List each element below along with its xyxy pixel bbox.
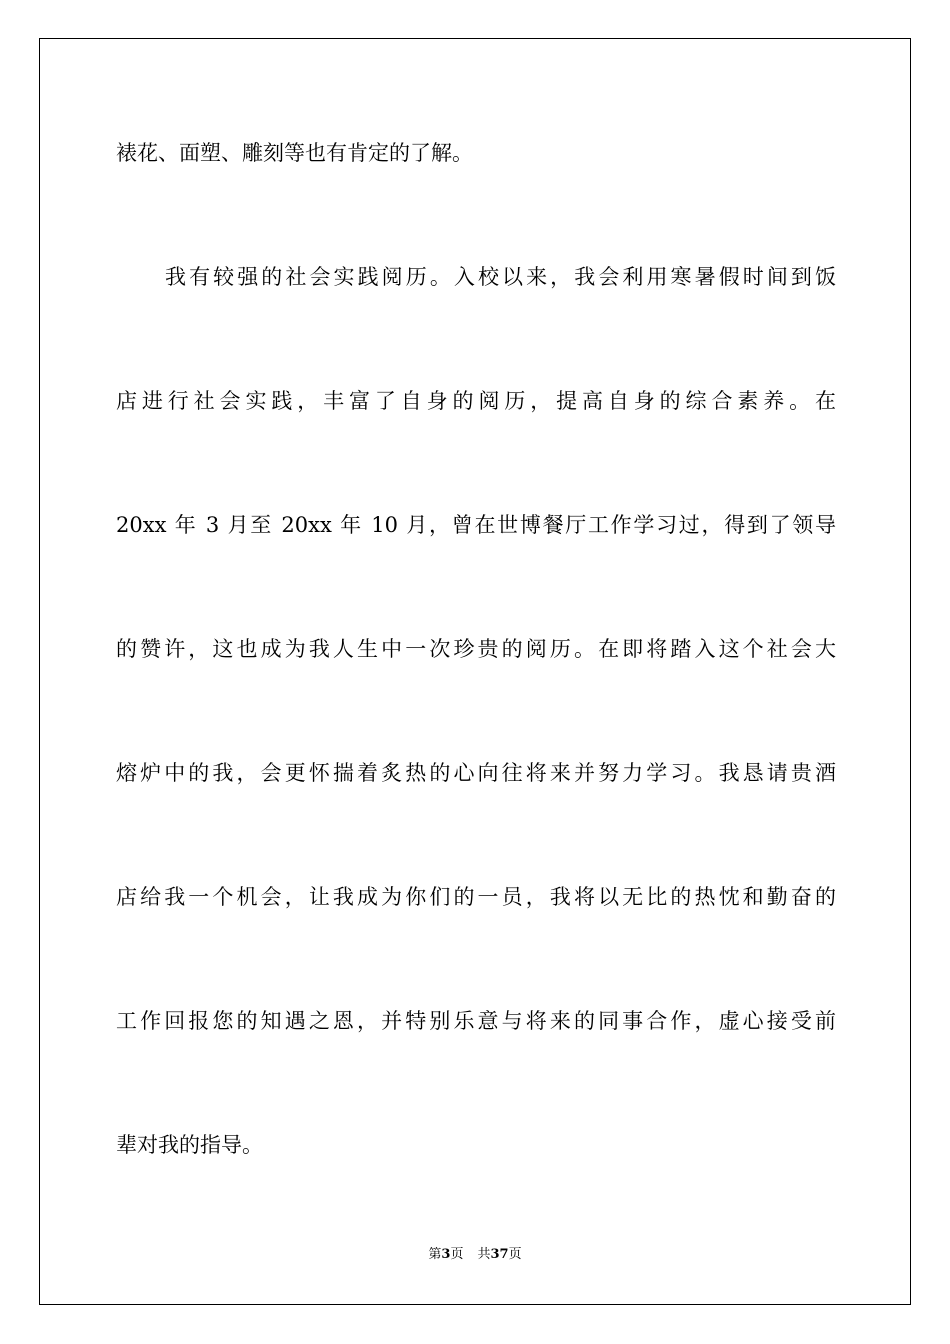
page-border — [39, 38, 911, 1305]
text-line-7: 店给我一个机会，让我成为你们的一员，我将以无比的热忱和勤奋的 — [116, 885, 836, 909]
text-line-6: 熔炉中的我，会更怀揣着炙热的心向往将来并努力学习。我恳请贵酒 — [116, 761, 836, 785]
text-line-2: 我有较强的社会实践阅历。入校以来，我会利用寒暑假时间到饭 — [165, 265, 836, 289]
text-line-9: 辈对我的指导。 — [116, 1133, 263, 1157]
page-prefix: 第 — [428, 1247, 442, 1262]
text-line-3: 店进行社会实践，丰富了自身的阅历，提高自身的综合素养。在 — [116, 389, 836, 413]
text-line-1: 裱花、面塑、雕刻等也有肯定的了解。 — [116, 141, 473, 165]
total-suffix: 页 — [508, 1247, 522, 1262]
text-line-5: 的赞许，这也成为我人生中一次珍贵的阅历。在即将踏入这个社会大 — [116, 637, 836, 661]
page-number: 3 — [441, 1247, 451, 1262]
page-suffix: 页 — [450, 1247, 464, 1262]
total-prefix: 共 — [477, 1247, 491, 1262]
text-line-8: 工作回报您的知遇之恩，并特别乐意与将来的同事合作，虚心接受前 — [116, 1009, 836, 1033]
text-line-4: 20xx 年 3 月至 20xx 年 10 月，曾在世博餐厅工作学习过，得到了领导 — [116, 513, 836, 537]
page-footer — [0, 1246, 950, 1264]
total-pages: 37 — [490, 1247, 509, 1262]
